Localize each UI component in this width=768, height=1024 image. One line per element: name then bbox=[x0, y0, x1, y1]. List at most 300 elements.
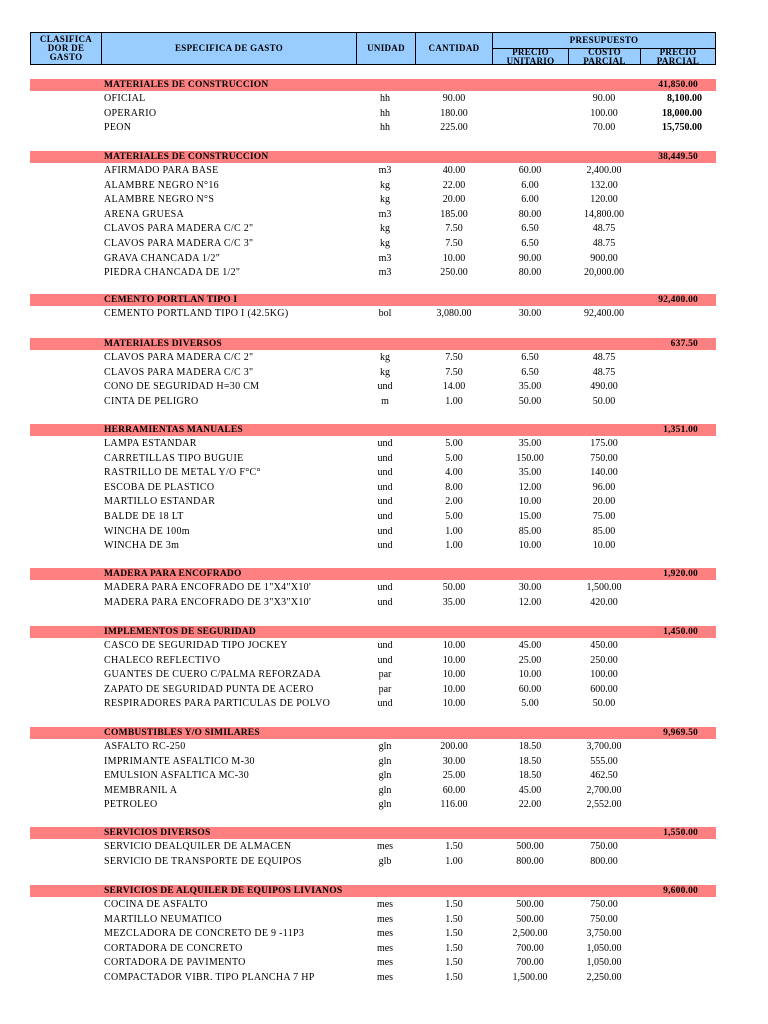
item-unit: und bbox=[377, 438, 393, 449]
item-unit: m3 bbox=[378, 208, 392, 220]
section-header bbox=[30, 294, 716, 306]
item-description: COCINA DE ASFALTO bbox=[104, 899, 208, 910]
table-row bbox=[30, 481, 716, 495]
item-unit: mes bbox=[376, 913, 394, 925]
item-unit: hh bbox=[380, 122, 390, 134]
item-quantity: 225.00 bbox=[440, 122, 468, 134]
item-unit-price: 5.00 bbox=[521, 698, 539, 710]
item-partial-cost: 800.00 bbox=[590, 855, 618, 867]
item-partial-cost: 900.00 bbox=[590, 252, 618, 264]
item-quantity: 10.00 bbox=[442, 252, 466, 264]
item-quantity: 10.00 bbox=[442, 654, 466, 666]
item-quantity: 60.00 bbox=[442, 784, 466, 796]
item-partial-cost: 750.00 bbox=[590, 841, 618, 852]
item-description: OFICIAL bbox=[104, 93, 146, 104]
table-row bbox=[30, 495, 716, 509]
item-unit-price: 12.00 bbox=[518, 481, 542, 493]
section-title: MATERIALES DE CONSTRUCCION bbox=[104, 80, 269, 90]
item-quantity: 7.50 bbox=[445, 366, 463, 378]
item-unit-price: 60.00 bbox=[518, 683, 542, 695]
item-quantity: 8.00 bbox=[445, 481, 463, 493]
item-unit-price: 6.00 bbox=[521, 194, 539, 206]
item-description: GUANTES DE CUERO C/PALMA REFORZADA bbox=[104, 669, 322, 681]
item-description: CASCO DE SEGURIDAD TIPO JOCKEY bbox=[104, 640, 288, 651]
section-total: 1,920.00 bbox=[663, 569, 698, 579]
item-quantity: 250.00 bbox=[440, 267, 468, 279]
item-unit: m3 bbox=[378, 267, 392, 279]
table-row bbox=[30, 366, 716, 380]
item-quantity: 40.00 bbox=[442, 165, 466, 176]
table-row bbox=[30, 252, 716, 266]
header-clasificador: CLASIFICA DOR DE GASTO bbox=[30, 32, 102, 65]
item-description: CORTADORA DE CONCRETO bbox=[104, 942, 243, 954]
item-partial-cost: 1,050.00 bbox=[586, 942, 622, 954]
item-description: PETROLEO bbox=[104, 799, 158, 811]
item-unit-price: 90.00 bbox=[518, 252, 542, 264]
item-unit-price: 22.00 bbox=[518, 799, 542, 811]
item-unit-price: 60.00 bbox=[518, 165, 542, 176]
table-row bbox=[30, 639, 716, 653]
table-row bbox=[30, 539, 716, 553]
item-partial-cost: 48.75 bbox=[592, 366, 616, 378]
item-unit-price: 18.50 bbox=[518, 755, 542, 767]
item-description: CEMENTO PORTLAND TIPO I (42.5KG) bbox=[104, 308, 289, 319]
item-quantity: 1.50 bbox=[445, 913, 463, 925]
item-unit: und bbox=[377, 452, 393, 464]
item-unit-price: 50.00 bbox=[518, 395, 542, 407]
item-partial-cost: 75.00 bbox=[592, 511, 616, 522]
item-unit: und bbox=[377, 640, 393, 651]
item-unit: und bbox=[377, 540, 393, 552]
item-partial-cost: 70.00 bbox=[592, 122, 616, 134]
section-header bbox=[30, 885, 716, 897]
table-row bbox=[30, 437, 716, 451]
item-description: LAMPA ESTANDAR bbox=[104, 438, 197, 449]
table-row bbox=[30, 237, 716, 251]
item-partial-cost: 48.75 bbox=[592, 352, 616, 363]
item-description: CONO DE SEGURIDAD H=30 CM bbox=[104, 381, 260, 393]
item-unit-price: 80.00 bbox=[518, 267, 542, 279]
section-title: MADERA PARA ENCOFRADO bbox=[104, 569, 242, 579]
item-partial-price: 18,000.00 bbox=[662, 107, 702, 119]
item-quantity: 25.00 bbox=[442, 770, 466, 782]
item-partial-cost: 2,250.00 bbox=[586, 972, 622, 983]
item-partial-cost: 92,400.00 bbox=[584, 308, 624, 319]
item-partial-cost: 85.00 bbox=[592, 525, 616, 537]
item-unit: kg bbox=[380, 194, 390, 206]
item-unit-price: 45.00 bbox=[518, 784, 542, 796]
item-description: GRAVA CHANCADA 1/2" bbox=[104, 252, 221, 264]
item-quantity: 5.00 bbox=[445, 511, 463, 522]
item-unit: bol bbox=[378, 308, 392, 319]
item-partial-cost: 2,400.00 bbox=[586, 165, 622, 176]
item-unit: mes bbox=[376, 957, 394, 969]
item-unit-price: 6.50 bbox=[521, 238, 539, 249]
item-description: BALDE DE 18 LT bbox=[104, 511, 184, 522]
table-header bbox=[30, 32, 716, 66]
item-partial-cost: 450.00 bbox=[590, 640, 618, 651]
item-unit: gln bbox=[378, 741, 392, 752]
item-quantity: 1.00 bbox=[445, 395, 463, 407]
table-row bbox=[30, 351, 716, 365]
item-quantity: 5.00 bbox=[445, 438, 463, 449]
item-unit-price: 18.50 bbox=[518, 741, 542, 752]
item-unit-price: 700.00 bbox=[516, 957, 544, 969]
item-quantity: 1.00 bbox=[445, 855, 463, 867]
item-unit: m3 bbox=[378, 252, 392, 264]
item-unit: und bbox=[377, 582, 393, 593]
item-unit-price: 30.00 bbox=[518, 582, 542, 593]
item-unit: m bbox=[381, 395, 389, 407]
item-unit: und bbox=[377, 381, 393, 393]
section-header bbox=[30, 79, 716, 91]
header-precio-unitario: PRECIO UNITARIO bbox=[492, 48, 569, 65]
table-row bbox=[30, 913, 716, 927]
section-title: CEMENTO PORTLAN TIPO I bbox=[104, 295, 238, 305]
table-row bbox=[30, 208, 716, 222]
section-total: 38,449.50 bbox=[658, 152, 698, 162]
item-partial-price: 8,100.00 bbox=[667, 93, 702, 104]
table-row bbox=[30, 898, 716, 912]
header-presupuesto: PRESUPUESTO bbox=[492, 32, 716, 49]
item-description: EMULSION ASFALTICA MC-30 bbox=[104, 770, 249, 782]
item-quantity: 1.50 bbox=[445, 928, 463, 940]
item-partial-cost: 10.00 bbox=[592, 540, 616, 552]
item-unit-price: 700.00 bbox=[516, 942, 544, 954]
item-quantity: 10.00 bbox=[442, 640, 466, 651]
item-unit: und bbox=[377, 481, 393, 493]
item-description: RESPIRADORES PARA PARTICULAS DE POLVO bbox=[104, 698, 331, 710]
item-unit: par bbox=[378, 683, 392, 695]
item-quantity: 10.00 bbox=[442, 698, 466, 710]
item-description: CORTADORA DE PAVIMENTO bbox=[104, 957, 246, 969]
item-quantity: 22.00 bbox=[442, 179, 466, 191]
table-row bbox=[30, 596, 716, 610]
section-title: HERRAMIENTAS MANUALES bbox=[104, 425, 243, 435]
item-unit-price: 6.50 bbox=[521, 352, 539, 363]
item-description: CLAVOS PARA MADERA C/C 2" bbox=[104, 223, 254, 235]
item-quantity: 1.50 bbox=[445, 942, 463, 954]
item-description: MADERA PARA ENCOFRADO DE 3"X3"X10' bbox=[104, 596, 312, 608]
section-total: 9,969.50 bbox=[663, 728, 698, 738]
item-quantity: 4.00 bbox=[445, 467, 463, 479]
table-row bbox=[30, 222, 716, 236]
item-description: ALAMBRE NEGRO N°S bbox=[104, 194, 215, 206]
item-description: MADERA PARA ENCOFRADO DE 1"X4"X10' bbox=[104, 582, 312, 593]
table-row bbox=[30, 179, 716, 193]
item-unit: und bbox=[377, 496, 393, 508]
table-row bbox=[30, 798, 716, 812]
item-unit-price: 12.00 bbox=[518, 596, 542, 608]
item-unit: hh bbox=[380, 107, 390, 119]
item-unit: par bbox=[378, 669, 392, 681]
table-row bbox=[30, 510, 716, 524]
item-quantity: 1.50 bbox=[445, 957, 463, 969]
item-description: ALAMBRE NEGRO N°16 bbox=[104, 179, 219, 191]
table-row bbox=[30, 452, 716, 466]
item-unit: kg bbox=[380, 352, 390, 363]
item-description: COMPACTADOR VIBR. TIPO PLANCHA 7 HP bbox=[104, 972, 315, 983]
item-partial-cost: 90.00 bbox=[592, 93, 616, 104]
item-unit: und bbox=[377, 525, 393, 537]
table-row bbox=[30, 840, 716, 854]
table-row bbox=[30, 697, 716, 711]
section-total: 1,550.00 bbox=[663, 828, 698, 838]
item-unit: m3 bbox=[378, 165, 392, 176]
item-unit-price: 10.00 bbox=[518, 669, 542, 681]
item-partial-cost: 20.00 bbox=[592, 496, 616, 508]
table-row bbox=[30, 380, 716, 394]
header-costo-parcial: COSTO PARCIAL bbox=[568, 48, 641, 65]
item-quantity: 185.00 bbox=[440, 208, 468, 220]
item-partial-cost: 1,050.00 bbox=[586, 957, 622, 969]
table-row bbox=[30, 193, 716, 207]
item-partial-cost: 20,000.00 bbox=[584, 267, 624, 279]
item-description: PIEDRA CHANCADA DE 1/2" bbox=[104, 267, 241, 279]
item-partial-cost: 750.00 bbox=[590, 452, 618, 464]
table-row bbox=[30, 395, 716, 409]
item-unit: und bbox=[377, 654, 393, 666]
header-especifica: ESPECIFICA DE GASTO bbox=[101, 32, 357, 65]
section-title: SERVICIOS DIVERSOS bbox=[104, 828, 211, 838]
item-partial-cost: 490.00 bbox=[590, 381, 618, 393]
item-partial-cost: 3,700.00 bbox=[586, 741, 622, 752]
item-partial-cost: 50.00 bbox=[592, 698, 616, 710]
section-total: 92,400.00 bbox=[658, 295, 698, 305]
item-quantity: 5.00 bbox=[445, 452, 463, 464]
item-partial-cost: 420.00 bbox=[590, 596, 618, 608]
item-description: MARTILLO NEUMATICO bbox=[104, 913, 222, 925]
item-unit-price: 45.00 bbox=[518, 640, 542, 651]
table-row bbox=[30, 466, 716, 480]
table-row bbox=[30, 784, 716, 798]
section-header bbox=[30, 338, 716, 350]
item-unit-price: 35.00 bbox=[518, 467, 542, 479]
item-description: ZAPATO DE SEGURIDAD PUNTA DE ACERO bbox=[104, 683, 314, 695]
item-partial-cost: 250.00 bbox=[590, 654, 618, 666]
item-unit-price: 800.00 bbox=[516, 855, 544, 867]
item-quantity: 7.50 bbox=[445, 223, 463, 235]
item-partial-cost: 120.00 bbox=[590, 194, 618, 206]
item-partial-cost: 600.00 bbox=[590, 683, 618, 695]
item-description: IMPRIMANTE ASFALTICO M-30 bbox=[104, 755, 255, 767]
item-unit: und bbox=[377, 511, 393, 522]
item-unit-price: 500.00 bbox=[516, 899, 544, 910]
section-header bbox=[30, 424, 716, 436]
section-header bbox=[30, 827, 716, 839]
item-partial-cost: 48.75 bbox=[592, 223, 616, 235]
item-quantity: 1.50 bbox=[445, 841, 463, 852]
header-unidad: UNIDAD bbox=[356, 32, 416, 65]
item-unit: mes bbox=[376, 899, 394, 910]
table-row bbox=[30, 927, 716, 941]
item-description: MARTILLO ESTANDAR bbox=[104, 496, 216, 508]
item-unit-price: 35.00 bbox=[518, 381, 542, 393]
item-description: RASTRILLO DE METAL Y/O F°C° bbox=[104, 467, 261, 479]
section-total: 9,600.00 bbox=[663, 886, 698, 896]
item-partial-cost: 50.00 bbox=[592, 395, 616, 407]
item-quantity: 3,080.00 bbox=[436, 308, 472, 319]
table-row bbox=[30, 525, 716, 539]
item-partial-cost: 3,750.00 bbox=[586, 928, 622, 940]
header-precio-parcial: PRECIO PARCIAL bbox=[640, 48, 716, 65]
item-partial-cost: 750.00 bbox=[590, 899, 618, 910]
item-quantity: 116.00 bbox=[440, 799, 468, 811]
table-row bbox=[30, 307, 716, 321]
item-quantity: 35.00 bbox=[442, 596, 466, 608]
section-title: SERVICIOS DE ALQUILER DE EQUIPOS LIVIANOS bbox=[104, 886, 343, 896]
item-unit: gln bbox=[378, 770, 392, 782]
item-quantity: 14.00 bbox=[442, 381, 466, 393]
item-unit: kg bbox=[380, 179, 390, 191]
item-quantity: 20.00 bbox=[442, 194, 466, 206]
section-total: 41,850.00 bbox=[658, 80, 698, 90]
item-quantity: 10.00 bbox=[442, 669, 466, 681]
item-description: SERVICIO DEALQUILER DE ALMACEN bbox=[104, 841, 292, 852]
item-description: ESCOBA DE PLASTICO bbox=[104, 481, 215, 493]
item-quantity: 10.00 bbox=[442, 683, 466, 695]
item-unit-price: 6.00 bbox=[521, 179, 539, 191]
item-description: ARENA GRUESA bbox=[104, 208, 184, 220]
table-row bbox=[30, 668, 716, 682]
item-quantity: 180.00 bbox=[440, 107, 468, 119]
item-description: ASFALTO RC-250 bbox=[104, 741, 186, 752]
item-unit: gln bbox=[378, 784, 392, 796]
item-description: MEMBRANIL A bbox=[104, 784, 178, 796]
item-unit: gln bbox=[378, 755, 392, 767]
item-unit: kg bbox=[380, 223, 390, 235]
item-unit: und bbox=[377, 467, 393, 479]
table-row bbox=[30, 683, 716, 697]
section-header bbox=[30, 727, 716, 739]
item-partial-cost: 175.00 bbox=[590, 438, 618, 449]
table-row bbox=[30, 740, 716, 754]
table-row bbox=[30, 107, 716, 121]
item-description: OPERARIO bbox=[104, 107, 157, 119]
item-partial-cost: 14,800.00 bbox=[584, 208, 624, 220]
item-unit-price: 10.00 bbox=[518, 496, 542, 508]
item-quantity: 2.00 bbox=[445, 496, 463, 508]
item-partial-cost: 100.00 bbox=[590, 669, 618, 681]
item-quantity: 1.00 bbox=[445, 525, 463, 537]
table-row bbox=[30, 971, 716, 985]
table-row bbox=[30, 164, 716, 178]
item-unit-price: 500.00 bbox=[516, 841, 544, 852]
item-partial-cost: 96.00 bbox=[592, 481, 616, 493]
item-description: MEZCLADORA DE CONCRETO DE 9 -11P3 bbox=[104, 928, 305, 940]
item-quantity: 7.50 bbox=[445, 352, 463, 363]
table-row bbox=[30, 654, 716, 668]
item-partial-price: 15,750.00 bbox=[662, 122, 702, 134]
item-description: SERVICIO DE TRANSPORTE DE EQUIPOS bbox=[104, 855, 302, 867]
item-quantity: 1.50 bbox=[445, 899, 463, 910]
table-row bbox=[30, 121, 716, 135]
item-unit-price: 18.50 bbox=[518, 770, 542, 782]
item-partial-cost: 140.00 bbox=[590, 467, 618, 479]
item-description: PEON bbox=[104, 122, 132, 134]
item-unit: gln bbox=[378, 799, 392, 811]
item-unit: glb bbox=[378, 855, 392, 867]
item-quantity: 50.00 bbox=[442, 582, 466, 593]
item-unit-price: 35.00 bbox=[518, 438, 542, 449]
header-cantidad: CANTIDAD bbox=[415, 32, 493, 65]
item-unit-price: 10.00 bbox=[518, 540, 542, 552]
item-quantity: 30.00 bbox=[442, 755, 466, 767]
table-row bbox=[30, 266, 716, 280]
item-unit: mes bbox=[376, 928, 394, 940]
table-row bbox=[30, 956, 716, 970]
item-description: CLAVOS PARA MADERA C/C 3" bbox=[104, 238, 254, 249]
item-unit-price: 6.50 bbox=[521, 223, 539, 235]
item-unit: und bbox=[377, 698, 393, 710]
table-row bbox=[30, 92, 716, 106]
item-unit-price: 30.00 bbox=[518, 308, 542, 319]
item-description: AFIRMADO PARA BASE bbox=[104, 165, 219, 176]
item-description: WINCHA DE 100m bbox=[104, 525, 190, 537]
item-unit: mes bbox=[376, 972, 394, 983]
item-partial-cost: 100.00 bbox=[590, 107, 618, 119]
item-partial-cost: 750.00 bbox=[590, 913, 618, 925]
item-unit-price: 85.00 bbox=[518, 525, 542, 537]
table-row bbox=[30, 755, 716, 769]
item-description: CLAVOS PARA MADERA C/C 2" bbox=[104, 352, 254, 363]
section-total: 1,351.00 bbox=[663, 425, 698, 435]
item-partial-cost: 2,552.00 bbox=[586, 799, 622, 811]
item-partial-cost: 462.50 bbox=[590, 770, 618, 782]
section-header bbox=[30, 151, 716, 163]
item-quantity: 1.00 bbox=[445, 540, 463, 552]
item-unit-price: 25.00 bbox=[518, 654, 542, 666]
item-unit: mes bbox=[376, 841, 394, 852]
item-unit-price: 1,500.00 bbox=[512, 972, 548, 983]
item-unit-price: 2,500.00 bbox=[512, 928, 548, 940]
item-partial-cost: 132.00 bbox=[590, 179, 618, 191]
item-unit-price: 150.00 bbox=[516, 452, 544, 464]
item-quantity: 7.50 bbox=[445, 238, 463, 249]
item-description: WINCHA DE 3m bbox=[104, 540, 180, 552]
section-header bbox=[30, 568, 716, 580]
item-unit-price: 6.50 bbox=[521, 366, 539, 378]
item-unit: kg bbox=[380, 366, 390, 378]
item-quantity: 1.50 bbox=[445, 972, 463, 983]
item-unit: mes bbox=[376, 942, 394, 954]
section-header bbox=[30, 626, 716, 638]
item-unit: kg bbox=[380, 238, 390, 249]
item-partial-cost: 2,700.00 bbox=[586, 784, 622, 796]
item-description: CINTA DE PELIGRO bbox=[104, 395, 199, 407]
table-row bbox=[30, 855, 716, 869]
item-quantity: 200.00 bbox=[440, 741, 468, 752]
item-unit-price: 500.00 bbox=[516, 913, 544, 925]
table-row bbox=[30, 581, 716, 595]
item-partial-cost: 48.75 bbox=[592, 238, 616, 249]
item-partial-cost: 1,500.00 bbox=[586, 582, 622, 593]
item-partial-cost: 555.00 bbox=[590, 755, 618, 767]
item-quantity: 90.00 bbox=[442, 93, 466, 104]
section-title: COMBUSTIBLES Y/O SIMILARES bbox=[104, 728, 260, 738]
item-unit: und bbox=[377, 596, 393, 608]
section-title: MATERIALES DIVERSOS bbox=[104, 339, 222, 349]
item-description: CLAVOS PARA MADERA C/C 3" bbox=[104, 366, 254, 378]
table-row bbox=[30, 942, 716, 956]
section-total: 1,450.00 bbox=[663, 627, 698, 637]
item-description: CHALECO REFLECTIVO bbox=[104, 654, 221, 666]
item-unit-price: 80.00 bbox=[518, 208, 542, 220]
section-title: IMPLEMENTOS DE SEGURIDAD bbox=[104, 627, 256, 637]
table-row bbox=[30, 769, 716, 783]
section-total: 637.50 bbox=[670, 339, 698, 349]
item-unit-price: 15.00 bbox=[518, 511, 542, 522]
